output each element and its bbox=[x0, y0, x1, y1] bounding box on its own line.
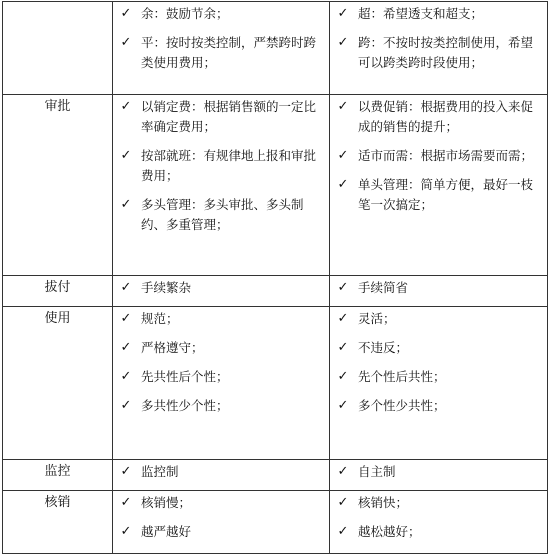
list-item bbox=[113, 195, 329, 235]
item-text: 灵活； bbox=[358, 311, 396, 326]
check-mark-icon: ✓ bbox=[120, 398, 132, 413]
check-mark-icon: ✓ bbox=[120, 6, 132, 21]
check-mark-icon: ✓ bbox=[120, 524, 132, 539]
item-text: 先个性后共性； bbox=[358, 369, 446, 384]
left-column-cell bbox=[113, 307, 330, 460]
check-mark-icon: ✓ bbox=[337, 398, 349, 413]
item-text: 单头管理：简单方便，最好一枝笔一次搞定； bbox=[358, 177, 534, 212]
left-item-list bbox=[113, 462, 329, 482]
list-item bbox=[113, 396, 329, 416]
left-column-cell bbox=[113, 460, 330, 491]
right-item-list bbox=[330, 462, 547, 482]
item-text: 手续繁杂 bbox=[141, 280, 192, 295]
list-item bbox=[113, 522, 329, 542]
list-item bbox=[330, 4, 547, 24]
table-row bbox=[3, 307, 548, 460]
item-text: 越松越好； bbox=[358, 524, 421, 539]
right-item-list bbox=[330, 97, 547, 215]
check-mark-icon: ✓ bbox=[120, 280, 132, 295]
item-text: 适市而需：根据市场需要而需； bbox=[358, 148, 534, 163]
list-item bbox=[113, 278, 329, 298]
comparison-table bbox=[2, 1, 548, 554]
list-item bbox=[330, 175, 547, 215]
check-mark-icon: ✓ bbox=[337, 369, 349, 384]
item-text: 核销慢； bbox=[141, 495, 192, 510]
item-text: 核销快； bbox=[358, 495, 409, 510]
left-column-cell bbox=[113, 2, 330, 95]
right-column-cell bbox=[330, 491, 548, 554]
right-column-cell bbox=[330, 276, 548, 307]
check-mark-icon: ✓ bbox=[337, 6, 349, 21]
left-item-list bbox=[113, 97, 329, 235]
check-mark-icon: ✓ bbox=[337, 99, 349, 114]
list-item bbox=[113, 4, 329, 24]
check-mark-icon: ✓ bbox=[337, 495, 349, 510]
right-item-list bbox=[330, 278, 547, 298]
item-text: 以销定费：根据销售额的一定比率确定费用； bbox=[141, 99, 317, 134]
item-text: 先共性后个性； bbox=[141, 369, 229, 384]
row-label: 核销 bbox=[3, 491, 113, 554]
row-label bbox=[3, 2, 113, 95]
item-text: 自主制 bbox=[358, 464, 396, 479]
check-mark-icon: ✓ bbox=[120, 495, 132, 510]
left-item-list bbox=[113, 278, 329, 298]
left-column-cell bbox=[113, 491, 330, 554]
list-item bbox=[330, 338, 547, 358]
item-text: 超：希望透支和超支； bbox=[358, 6, 484, 21]
list-item bbox=[330, 367, 547, 387]
item-text: 平：按时按类控制，严禁跨时跨类使用费用； bbox=[141, 35, 317, 70]
row-label: 使用 bbox=[3, 307, 113, 460]
item-text: 严格遵守； bbox=[141, 340, 204, 355]
list-item bbox=[330, 396, 547, 416]
table-row bbox=[3, 276, 548, 307]
check-mark-icon: ✓ bbox=[120, 148, 132, 163]
check-mark-icon: ✓ bbox=[120, 340, 132, 355]
list-item bbox=[113, 338, 329, 358]
right-item-list bbox=[330, 493, 547, 542]
check-mark-icon: ✓ bbox=[120, 99, 132, 114]
row-label: 拔付 bbox=[3, 276, 113, 307]
check-mark-icon: ✓ bbox=[120, 311, 132, 326]
list-item bbox=[330, 146, 547, 166]
left-item-list bbox=[113, 4, 329, 73]
list-item bbox=[330, 309, 547, 329]
list-item bbox=[113, 146, 329, 186]
item-text: 多头管理：多头审批、多头制约、多重管理； bbox=[141, 197, 304, 232]
row-label: 审批 bbox=[3, 95, 113, 276]
left-column-cell bbox=[113, 95, 330, 276]
item-text: 不违反； bbox=[358, 340, 409, 355]
list-item bbox=[113, 33, 329, 73]
table-row bbox=[3, 2, 548, 95]
table-row bbox=[3, 95, 548, 276]
check-mark-icon: ✓ bbox=[337, 148, 349, 163]
item-text: 余：鼓励节余； bbox=[141, 6, 229, 21]
check-mark-icon: ✓ bbox=[337, 311, 349, 326]
check-mark-icon: ✓ bbox=[120, 369, 132, 384]
check-mark-icon: ✓ bbox=[337, 35, 349, 50]
comparison-table-body bbox=[3, 2, 548, 554]
item-text: 越严越好 bbox=[141, 524, 192, 539]
check-mark-icon: ✓ bbox=[120, 464, 132, 479]
list-item bbox=[113, 462, 329, 482]
check-mark-icon: ✓ bbox=[337, 177, 349, 192]
check-mark-icon: ✓ bbox=[337, 340, 349, 355]
list-item bbox=[113, 97, 329, 137]
item-text: 以费促销：根据费用的投入来促成的销售的提升； bbox=[358, 99, 534, 134]
check-mark-icon: ✓ bbox=[337, 524, 349, 539]
right-column-cell bbox=[330, 95, 548, 276]
row-label: 监控 bbox=[3, 460, 113, 491]
list-item bbox=[330, 33, 547, 73]
list-item bbox=[330, 493, 547, 513]
right-item-list bbox=[330, 309, 547, 416]
table-row bbox=[3, 491, 548, 554]
table-row bbox=[3, 460, 548, 491]
right-item-list bbox=[330, 4, 547, 73]
left-item-list bbox=[113, 309, 329, 416]
item-text: 多个性少共性； bbox=[358, 398, 446, 413]
item-text: 规范； bbox=[141, 311, 179, 326]
right-column-cell bbox=[330, 2, 548, 95]
item-text: 按部就班：有规律地上报和审批费用； bbox=[141, 148, 317, 183]
item-text: 手续简省 bbox=[358, 280, 409, 295]
item-text: 监控制 bbox=[141, 464, 179, 479]
list-item bbox=[113, 367, 329, 387]
check-mark-icon: ✓ bbox=[120, 35, 132, 50]
list-item bbox=[330, 278, 547, 298]
check-mark-icon: ✓ bbox=[337, 464, 349, 479]
right-column-cell bbox=[330, 460, 548, 491]
check-mark-icon: ✓ bbox=[120, 197, 132, 212]
list-item bbox=[113, 493, 329, 513]
item-text: 多共性少个性； bbox=[141, 398, 229, 413]
list-item bbox=[330, 522, 547, 542]
list-item bbox=[330, 97, 547, 137]
right-column-cell bbox=[330, 307, 548, 460]
list-item bbox=[330, 462, 547, 482]
left-item-list bbox=[113, 493, 329, 542]
left-column-cell bbox=[113, 276, 330, 307]
item-text: 跨：不按时按类控制使用，希望可以跨类跨时段使用； bbox=[358, 35, 534, 70]
check-mark-icon: ✓ bbox=[337, 280, 349, 295]
list-item bbox=[113, 309, 329, 329]
